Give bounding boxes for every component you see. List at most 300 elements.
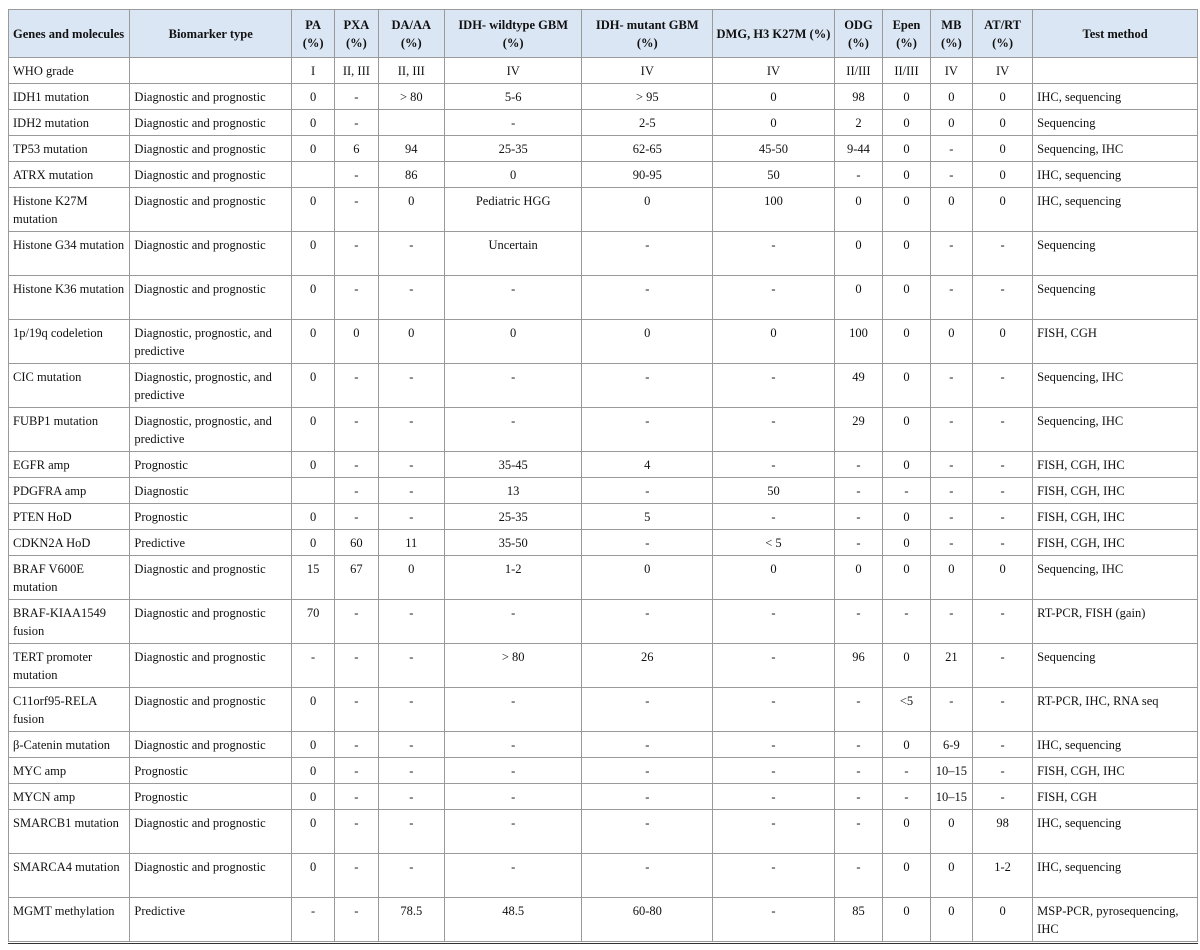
table-cell: 70 xyxy=(291,600,334,644)
table-cell: - xyxy=(582,854,713,898)
table-cell xyxy=(291,478,334,504)
row-label: PTEN HoD xyxy=(9,504,130,530)
table-cell: 0 xyxy=(883,84,931,110)
table-cell: - xyxy=(445,276,582,320)
table-cell: 67 xyxy=(335,556,378,600)
table-cell: - xyxy=(582,688,713,732)
table-cell: - xyxy=(834,810,883,854)
table-cell: 0 xyxy=(930,854,972,898)
table-cell: 1-2 xyxy=(445,556,582,600)
column-header: Biomarker type xyxy=(130,10,292,58)
table-body xyxy=(9,58,1198,942)
table-cell: - xyxy=(335,854,378,898)
table-row xyxy=(9,232,1198,276)
column-header: ODG (%) xyxy=(834,10,883,58)
table-cell: - xyxy=(713,898,834,942)
table-cell: 0 xyxy=(883,136,931,162)
table-cell: - xyxy=(335,478,378,504)
table-cell: Prognostic xyxy=(130,784,292,810)
table-row xyxy=(9,478,1198,504)
table-cell: 0 xyxy=(883,898,931,942)
table-cell: 98 xyxy=(834,84,883,110)
table-cell: Predictive xyxy=(130,530,292,556)
table-cell: 0 xyxy=(883,530,931,556)
table-cell: IHC, sequencing xyxy=(1033,732,1198,758)
table-cell: Sequencing, IHC xyxy=(1033,556,1198,600)
table-cell: 0 xyxy=(378,188,445,232)
table-cell: 0 xyxy=(291,136,334,162)
table-cell: 0 xyxy=(291,784,334,810)
table-cell: Sequencing xyxy=(1033,232,1198,276)
table-row xyxy=(9,320,1198,364)
table-cell: - xyxy=(582,732,713,758)
table-cell: - xyxy=(582,784,713,810)
table-cell: 11 xyxy=(378,530,445,556)
table-cell: - xyxy=(378,810,445,854)
table-cell: - xyxy=(378,408,445,452)
row-label: PDGFRA amp xyxy=(9,478,130,504)
table-cell: - xyxy=(378,276,445,320)
table-cell: - xyxy=(335,162,378,188)
table-cell: - xyxy=(378,688,445,732)
header-row xyxy=(9,10,1198,58)
table-cell: Diagnostic, prognostic, and predictive xyxy=(130,364,292,408)
table-cell: FISH, CGH, IHC xyxy=(1033,530,1198,556)
table-cell: - xyxy=(335,408,378,452)
row-label: SMARCA4 mutation xyxy=(9,854,130,898)
table-cell: FISH, CGH, IHC xyxy=(1033,478,1198,504)
table-cell: Diagnostic and prognostic xyxy=(130,110,292,136)
table-cell: - xyxy=(834,784,883,810)
column-header: Test method xyxy=(1033,10,1198,58)
table-cell: - xyxy=(972,276,1032,320)
table-cell: IHC, sequencing xyxy=(1033,854,1198,898)
table-cell xyxy=(378,110,445,136)
table-cell: 85 xyxy=(834,898,883,942)
table-cell: - xyxy=(713,732,834,758)
table-cell: - xyxy=(972,452,1032,478)
table-cell: IHC, sequencing xyxy=(1033,188,1198,232)
row-label: WHO grade xyxy=(9,58,130,84)
table-cell: 0 xyxy=(335,320,378,364)
table-cell: - xyxy=(834,758,883,784)
row-label: BRAF-KIAA1549 fusion xyxy=(9,600,130,644)
table-cell: 45-50 xyxy=(713,136,834,162)
column-header: PXA (%) xyxy=(335,10,378,58)
table-cell: - xyxy=(335,504,378,530)
table-cell: - xyxy=(930,408,972,452)
table-cell: II, III xyxy=(378,58,445,84)
table-cell: RT-PCR, FISH (gain) xyxy=(1033,600,1198,644)
table-cell: - xyxy=(582,600,713,644)
table-cell: - xyxy=(972,644,1032,688)
table-cell: - xyxy=(930,600,972,644)
table-cell: Diagnostic, prognostic, and predictive xyxy=(130,320,292,364)
table-cell: 0 xyxy=(291,364,334,408)
table-cell: 9-44 xyxy=(834,136,883,162)
table-cell: 2 xyxy=(834,110,883,136)
row-label: FUBP1 mutation xyxy=(9,408,130,452)
table-cell: - xyxy=(713,784,834,810)
table-cell: 0 xyxy=(883,556,931,600)
table-cell: - xyxy=(582,530,713,556)
table-cell: - xyxy=(378,600,445,644)
table-cell: 0 xyxy=(291,810,334,854)
table-cell: IHC, sequencing xyxy=(1033,84,1198,110)
table-cell: 0 xyxy=(930,188,972,232)
table-cell: - xyxy=(713,854,834,898)
table-cell: - xyxy=(582,478,713,504)
table-cell: 0 xyxy=(883,732,931,758)
table-cell: - xyxy=(930,232,972,276)
table-cell: 13 xyxy=(445,478,582,504)
table-cell: 0 xyxy=(930,556,972,600)
table-cell: - xyxy=(834,478,883,504)
table-cell: - xyxy=(834,504,883,530)
table-cell: > 80 xyxy=(378,84,445,110)
table-cell: 0 xyxy=(291,276,334,320)
row-label: C11orf95-RELA fusion xyxy=(9,688,130,732)
row-label: Histone G34 mutation xyxy=(9,232,130,276)
table-row xyxy=(9,276,1198,320)
table-cell: 0 xyxy=(713,110,834,136)
table-cell: 0 xyxy=(834,188,883,232)
table-cell: - xyxy=(378,232,445,276)
table-cell: 98 xyxy=(972,810,1032,854)
table-cell: Diagnostic and prognostic xyxy=(130,810,292,854)
table-cell: 0 xyxy=(972,188,1032,232)
table-cell: - xyxy=(930,688,972,732)
table-cell: - xyxy=(713,810,834,854)
table-cell: Diagnostic and prognostic xyxy=(130,276,292,320)
table-cell: - xyxy=(335,644,378,688)
table-cell: 0 xyxy=(378,320,445,364)
table-cell: 0 xyxy=(713,84,834,110)
table-cell: Diagnostic xyxy=(130,478,292,504)
table-cell: - xyxy=(972,504,1032,530)
table-cell: - xyxy=(445,408,582,452)
table-cell: - xyxy=(378,452,445,478)
table-cell: 35-45 xyxy=(445,452,582,478)
table-cell: - xyxy=(335,784,378,810)
table-cell: 0 xyxy=(291,504,334,530)
table-cell: 0 xyxy=(883,504,931,530)
table-cell: 0 xyxy=(582,320,713,364)
table-cell: - xyxy=(713,504,834,530)
table-cell: 0 xyxy=(445,320,582,364)
table-cell: IV xyxy=(713,58,834,84)
table-row xyxy=(9,408,1198,452)
table-cell: 4 xyxy=(582,452,713,478)
table-cell: - xyxy=(972,364,1032,408)
table-cell: - xyxy=(972,530,1032,556)
column-header: DA/AA (%) xyxy=(378,10,445,58)
table-cell: 94 xyxy=(378,136,445,162)
table-row xyxy=(9,452,1198,478)
table-cell: IHC, sequencing xyxy=(1033,162,1198,188)
table-cell: - xyxy=(883,478,931,504)
column-header: PA (%) xyxy=(291,10,334,58)
table-cell: 10–15 xyxy=(930,758,972,784)
table-cell: 25-35 xyxy=(445,136,582,162)
table-cell: - xyxy=(582,364,713,408)
table-cell xyxy=(130,58,292,84)
table-row xyxy=(9,898,1198,942)
table-cell: 0 xyxy=(972,898,1032,942)
table-row xyxy=(9,556,1198,600)
table-cell: - xyxy=(378,364,445,408)
table-cell: 0 xyxy=(291,320,334,364)
table-cell: Diagnostic and prognostic xyxy=(130,600,292,644)
table-cell: - xyxy=(378,478,445,504)
table-row xyxy=(9,688,1198,732)
table-cell: 0 xyxy=(291,110,334,136)
table-cell: 0 xyxy=(582,188,713,232)
table-cell: Sequencing, IHC xyxy=(1033,408,1198,452)
table-row xyxy=(9,758,1198,784)
table-cell: IV xyxy=(930,58,972,84)
table-cell: 0 xyxy=(291,188,334,232)
table-cell: - xyxy=(291,898,334,942)
row-label: CDKN2A HoD xyxy=(9,530,130,556)
table-cell: I xyxy=(291,58,334,84)
table-cell: - xyxy=(335,688,378,732)
table-cell: - xyxy=(378,504,445,530)
table-cell: - xyxy=(713,452,834,478)
table-cell: 0 xyxy=(445,162,582,188)
row-label: MGMT methylation xyxy=(9,898,130,942)
table-cell: - xyxy=(445,732,582,758)
column-header: AT/RT (%) xyxy=(972,10,1032,58)
table-cell: 60-80 xyxy=(582,898,713,942)
table-cell: Prognostic xyxy=(130,758,292,784)
row-label: IDH2 mutation xyxy=(9,110,130,136)
table-cell: Diagnostic, prognostic, and predictive xyxy=(130,408,292,452)
table-cell: - xyxy=(582,758,713,784)
table-cell: - xyxy=(972,732,1032,758)
row-label: EGFR amp xyxy=(9,452,130,478)
table-cell: - xyxy=(883,758,931,784)
table-row xyxy=(9,136,1198,162)
table-cell: - xyxy=(335,84,378,110)
table-cell xyxy=(291,162,334,188)
table-cell: 0 xyxy=(291,408,334,452)
table-cell: 0 xyxy=(883,644,931,688)
table-cell: RT-PCR, IHC, RNA seq xyxy=(1033,688,1198,732)
table-cell: 5-6 xyxy=(445,84,582,110)
table-cell: IV xyxy=(972,58,1032,84)
table-cell: - xyxy=(883,784,931,810)
table-row xyxy=(9,110,1198,136)
table-cell: - xyxy=(378,854,445,898)
table-cell: - xyxy=(582,276,713,320)
biomarker-table xyxy=(8,9,1198,942)
table-cell: - xyxy=(834,530,883,556)
table-row xyxy=(9,84,1198,110)
table-row xyxy=(9,162,1198,188)
table-cell: 49 xyxy=(834,364,883,408)
table-cell xyxy=(1033,58,1198,84)
table-cell: Sequencing xyxy=(1033,110,1198,136)
table-cell: 0 xyxy=(883,364,931,408)
table-cell: 0 xyxy=(883,408,931,452)
table-cell: - xyxy=(834,162,883,188)
table-cell: 0 xyxy=(291,688,334,732)
table-cell: 0 xyxy=(972,110,1032,136)
table-cell: - xyxy=(834,600,883,644)
table-cell: IV xyxy=(582,58,713,84)
table-cell: MSP-PCR, pyrosequencing, IHC xyxy=(1033,898,1198,942)
table-cell: - xyxy=(713,232,834,276)
table-cell: - xyxy=(834,452,883,478)
table-cell: 0 xyxy=(883,810,931,854)
table-cell: > 95 xyxy=(582,84,713,110)
table-cell: 62-65 xyxy=(582,136,713,162)
table-cell: - xyxy=(883,600,931,644)
table-cell: - xyxy=(445,784,582,810)
table-cell: Diagnostic and prognostic xyxy=(130,688,292,732)
table-cell: - xyxy=(445,758,582,784)
table-cell: 0 xyxy=(972,162,1032,188)
table-cell: 5 xyxy=(582,504,713,530)
table-cell: IV xyxy=(445,58,582,84)
table-cell: IHC, sequencing xyxy=(1033,810,1198,854)
table-row xyxy=(9,364,1198,408)
table-cell: FISH, CGH, IHC xyxy=(1033,758,1198,784)
table-cell: - xyxy=(930,452,972,478)
table-cell: - xyxy=(335,600,378,644)
table-cell: - xyxy=(445,854,582,898)
table-cell: 0 xyxy=(972,556,1032,600)
table-cell: - xyxy=(972,408,1032,452)
table-cell: - xyxy=(582,810,713,854)
table-cell: 0 xyxy=(930,810,972,854)
row-label: TERT promoter mutation xyxy=(9,644,130,688)
table-cell: 0 xyxy=(883,188,931,232)
table-cell: - xyxy=(972,600,1032,644)
table-cell: 25-35 xyxy=(445,504,582,530)
table-cell: - xyxy=(834,688,883,732)
table-cell: > 80 xyxy=(445,644,582,688)
table-cell: 0 xyxy=(883,276,931,320)
table-cell: - xyxy=(335,276,378,320)
table-cell: 0 xyxy=(883,110,931,136)
table-cell: 50 xyxy=(713,478,834,504)
table-cell: - xyxy=(930,478,972,504)
table-cell: - xyxy=(445,688,582,732)
table-cell: Sequencing xyxy=(1033,276,1198,320)
row-label: SMARCB1 mutation xyxy=(9,810,130,854)
table-cell: Prognostic xyxy=(130,452,292,478)
table-cell: 0 xyxy=(972,136,1032,162)
table-cell: 15 xyxy=(291,556,334,600)
table-cell: 29 xyxy=(834,408,883,452)
table-cell: 26 xyxy=(582,644,713,688)
table-cell: - xyxy=(930,162,972,188)
table-cell: - xyxy=(972,758,1032,784)
table-cell: - xyxy=(713,276,834,320)
table-cell: FISH, CGH, IHC xyxy=(1033,504,1198,530)
table-row xyxy=(9,188,1198,232)
column-header: DMG, H3 K27M (%) xyxy=(713,10,834,58)
table-cell: 21 xyxy=(930,644,972,688)
table-cell: FISH, CGH xyxy=(1033,784,1198,810)
table-cell: 0 xyxy=(291,232,334,276)
row-label: MYC amp xyxy=(9,758,130,784)
table-cell: - xyxy=(972,232,1032,276)
table-row xyxy=(9,530,1198,556)
table-cell: 10–15 xyxy=(930,784,972,810)
table-cell: 0 xyxy=(291,530,334,556)
table-cell: 0 xyxy=(291,732,334,758)
table-cell: 0 xyxy=(930,898,972,942)
column-header: Epen (%) xyxy=(883,10,931,58)
table-cell: 100 xyxy=(713,188,834,232)
table-cell: 0 xyxy=(883,232,931,276)
table-cell: 60 xyxy=(335,530,378,556)
table-cell: 0 xyxy=(582,556,713,600)
table-cell: - xyxy=(445,810,582,854)
table-cell: 0 xyxy=(930,84,972,110)
table-cell: Sequencing xyxy=(1033,644,1198,688)
table-row xyxy=(9,732,1198,758)
table-cell: Diagnostic and prognostic xyxy=(130,136,292,162)
table-cell: - xyxy=(713,758,834,784)
table-cell: - xyxy=(335,898,378,942)
table-cell: - xyxy=(930,504,972,530)
table-cell: Predictive xyxy=(130,898,292,942)
table-cell: 0 xyxy=(972,84,1032,110)
table-cell: 0 xyxy=(834,276,883,320)
table-row xyxy=(9,644,1198,688)
table-cell: - xyxy=(335,232,378,276)
table-cell: - xyxy=(713,688,834,732)
table-cell: 0 xyxy=(834,556,883,600)
table-cell: II/III xyxy=(834,58,883,84)
table-cell: 86 xyxy=(378,162,445,188)
table-cell: - xyxy=(834,854,883,898)
table-cell: 0 xyxy=(291,84,334,110)
table-cell: 0 xyxy=(972,320,1032,364)
table-cell: - xyxy=(378,784,445,810)
table-cell: 0 xyxy=(883,452,931,478)
table-cell: - xyxy=(834,732,883,758)
table-row xyxy=(9,810,1198,854)
table-cell: 50 xyxy=(713,162,834,188)
table-cell: FISH, CGH xyxy=(1033,320,1198,364)
table-row xyxy=(9,504,1198,530)
row-label: MYCN amp xyxy=(9,784,130,810)
table-cell: 6 xyxy=(335,136,378,162)
table-cell: II/III xyxy=(883,58,931,84)
table-cell: - xyxy=(713,600,834,644)
table-cell: - xyxy=(972,478,1032,504)
row-label: β-Catenin mutation xyxy=(9,732,130,758)
table-cell: - xyxy=(335,810,378,854)
table-cell: - xyxy=(378,758,445,784)
row-label: TP53 mutation xyxy=(9,136,130,162)
table-cell: - xyxy=(335,452,378,478)
table-cell: - xyxy=(930,530,972,556)
row-label: Histone K27M mutation xyxy=(9,188,130,232)
table-cell: Diagnostic and prognostic xyxy=(130,732,292,758)
table-cell: < 5 xyxy=(713,530,834,556)
table-cell: 0 xyxy=(883,320,931,364)
table-cell: 0 xyxy=(713,556,834,600)
table-cell: Prognostic xyxy=(130,504,292,530)
table-cell: 100 xyxy=(834,320,883,364)
table-cell: Pediatric HGG xyxy=(445,188,582,232)
